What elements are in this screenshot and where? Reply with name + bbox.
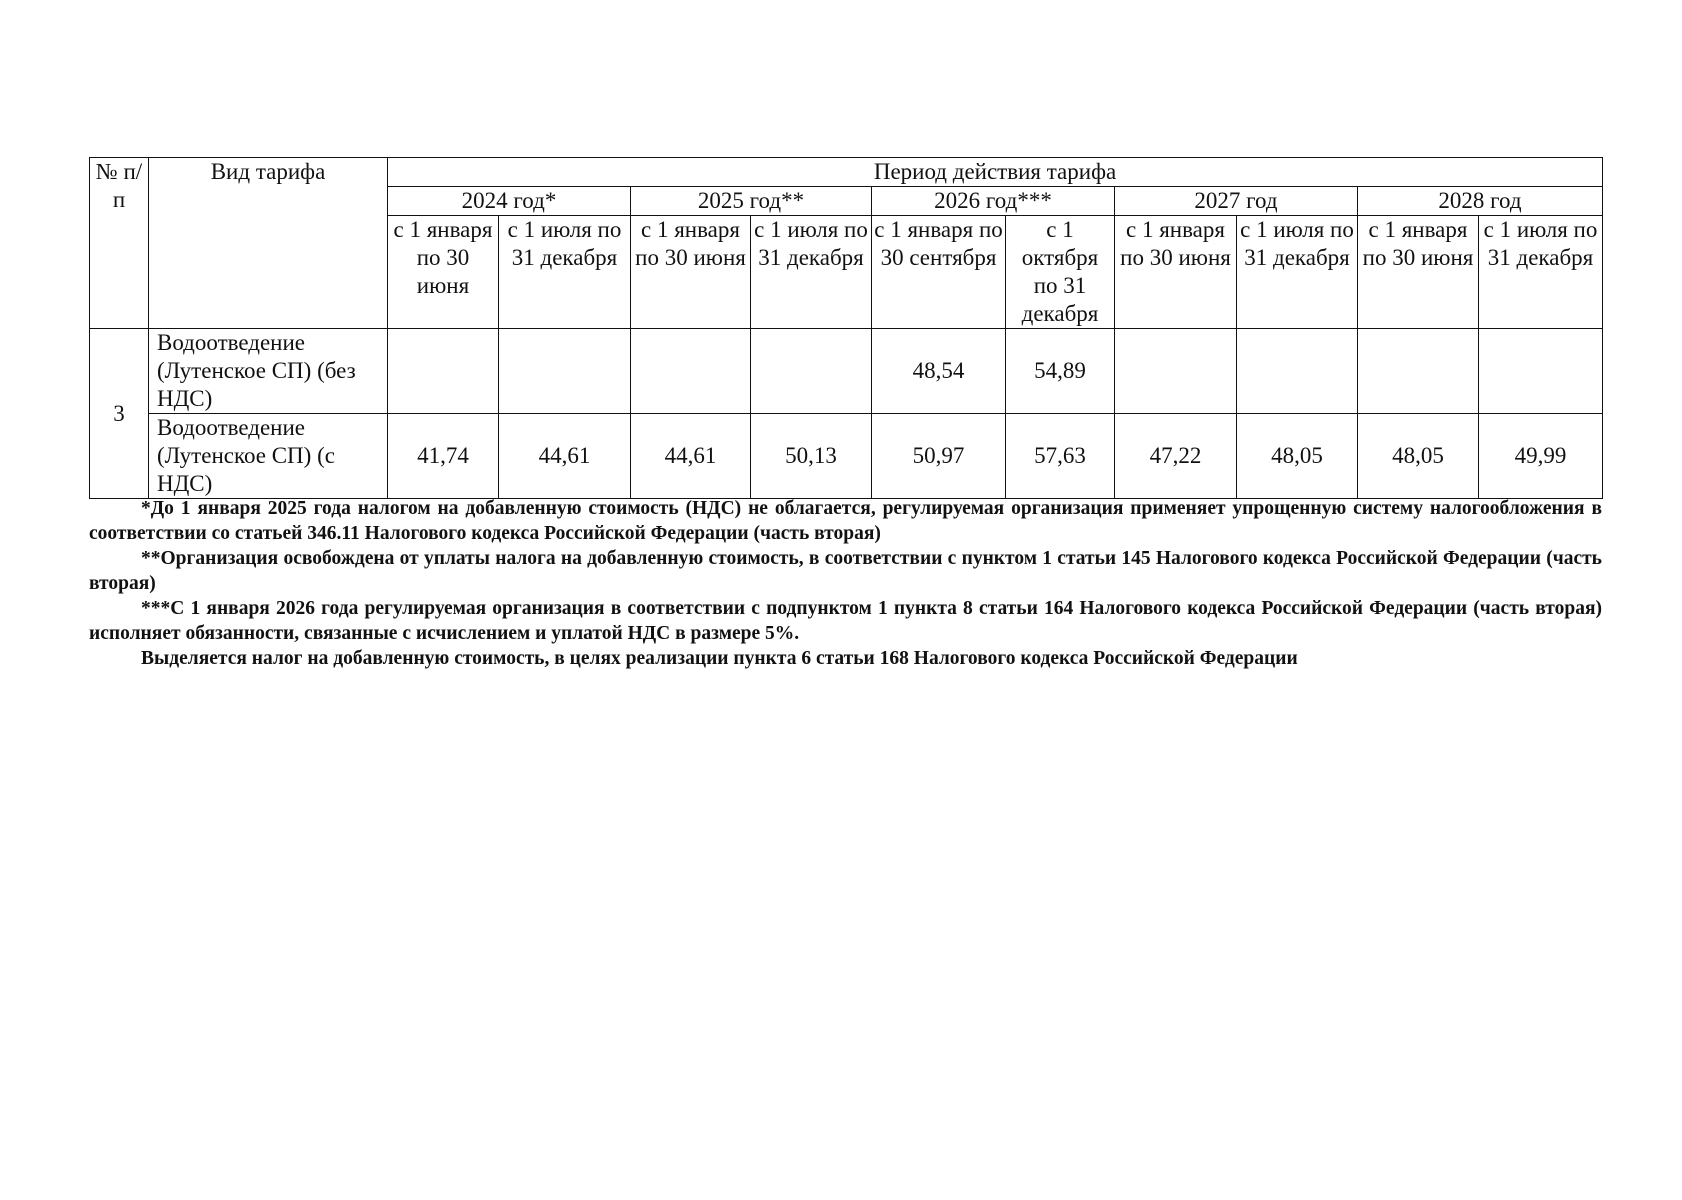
- subperiod-cell: с 1 января по 30 июня: [1115, 216, 1237, 329]
- subperiod-cell: с 1 января по 30 сентября: [872, 216, 1006, 329]
- header-period: Период действия тарифа: [388, 158, 1603, 187]
- footnote-vat: Выделяется налог на добавленную стоимость, в целях реализации пункта 6 статьи 168 Налогового кодекса Российской Федерации: [141, 648, 1298, 669]
- tariff-name: Водоотведение (Лутенское СП) (без НДС): [149, 329, 388, 414]
- value-cell: 50,13: [751, 414, 872, 499]
- table-row: [90, 414, 1603, 499]
- subperiod-cell: с 1 января по 30 июня: [631, 216, 751, 329]
- header-tariff-type: Вид тарифа: [149, 158, 388, 329]
- value-cell: 41,74: [388, 414, 499, 499]
- header-year-2028: 2028 год: [1358, 187, 1603, 216]
- subperiod-cell: с 1 июля по 31 декабря: [1479, 216, 1603, 329]
- value-cell: [1237, 329, 1358, 414]
- value-cell: 49,99: [1479, 414, 1603, 499]
- value-cell: 44,61: [499, 414, 631, 499]
- value-cell: 48,54: [872, 329, 1006, 414]
- header-year-2027: 2027 год: [1115, 187, 1358, 216]
- footnotes: [89, 496, 1602, 671]
- value-cell: [1115, 329, 1237, 414]
- value-cell: 57,63: [1006, 414, 1115, 499]
- subperiod-cell: с 1 июля по 31 декабря: [751, 216, 872, 329]
- subperiod-cell: с 1 июля по 31 декабря: [1237, 216, 1358, 329]
- value-cell: 48,05: [1358, 414, 1479, 499]
- value-cell: [1358, 329, 1479, 414]
- footnote-2026: ***С 1 января 2026 года регулируемая организация в соответствии с подпунктом 1 пункта 8 статьи 164 Налогового кодекса Российской Федерации (часть вторая) исполняет обязанности, связанные с исчислением и уплатой НДС в размере 5%.: [89, 598, 1602, 644]
- subperiod-cell: с 1 января по 30 июня: [388, 216, 499, 329]
- header-year-2026: 2026 год***: [872, 187, 1115, 216]
- subperiod-cell: с 1 октября по 31 декабря: [1006, 216, 1115, 329]
- value-cell: 48,05: [1237, 414, 1358, 499]
- table-row: [90, 329, 1603, 414]
- subperiod-cell: с 1 января по 30 июня: [1358, 216, 1479, 329]
- tariff-name: Водоотведение (Лутенское СП) (с НДС): [149, 414, 388, 499]
- value-cell: 50,97: [872, 414, 1006, 499]
- value-cell: [631, 329, 751, 414]
- value-cell: [1479, 329, 1603, 414]
- header-number: № п/п: [90, 158, 149, 329]
- value-cell: 54,89: [1006, 329, 1115, 414]
- value-cell: 44,61: [631, 414, 751, 499]
- footnote-2025: **Организация освобождена от уплаты налога на добавленную стоимость, в соответствии с пунктом 1 статьи 145 Налогового кодекса Российской Федерации (часть вторая): [89, 548, 1602, 594]
- header-year-2024: 2024 год*: [388, 187, 631, 216]
- row-number: 3: [90, 329, 149, 499]
- value-cell: [499, 329, 631, 414]
- footnote-2024: *До 1 января 2025 года налогом на добавленную стоимость (НДС) не облагается, регулируемая организация применяет упрощенную систему налогообложения в соответствии со статьей 346.11 Налогового кодекса Российской Федерации (часть вторая): [89, 498, 1602, 544]
- value-cell: [388, 329, 499, 414]
- tariff-table: [89, 157, 1603, 499]
- value-cell: 47,22: [1115, 414, 1237, 499]
- value-cell: [751, 329, 872, 414]
- header-year-2025: 2025 год**: [631, 187, 872, 216]
- subperiod-cell: с 1 июля по 31 декабря: [499, 216, 631, 329]
- header-row-period: [90, 158, 1603, 187]
